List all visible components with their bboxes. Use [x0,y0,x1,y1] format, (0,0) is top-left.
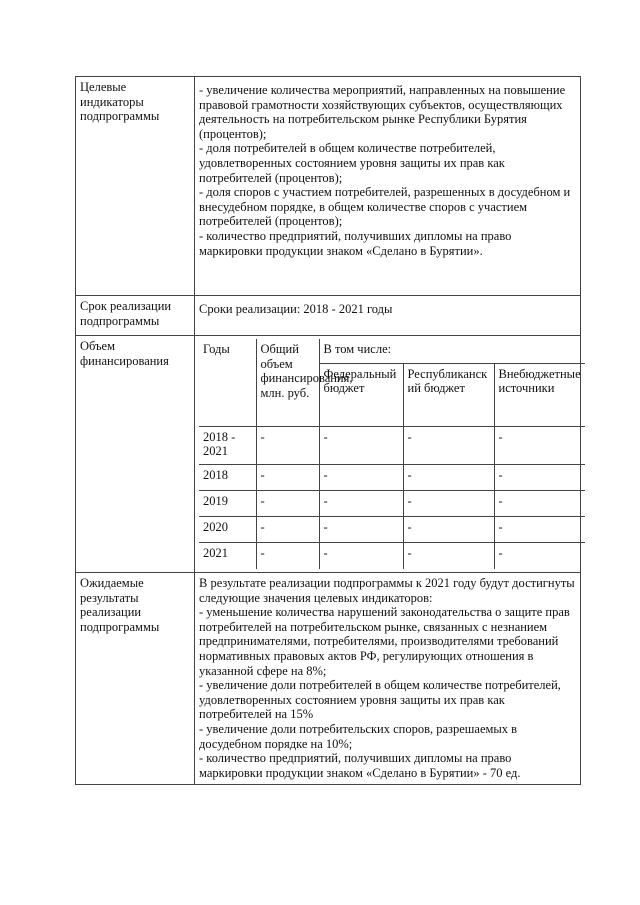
year-cell: 2018 [199,464,256,490]
offbudget-cell: - [494,464,585,490]
indicators-label: Целевые индикаторы подпрограммы [76,77,195,296]
col-years-header: Годы [199,339,256,426]
subprogram-passport-table [75,76,581,785]
indicators-row [76,77,581,296]
financing-data-row [199,426,585,464]
term-label: Срок реализации подпрограммы [76,296,195,336]
republic-cell: - [403,490,494,516]
year-cell: 2020 [199,516,256,542]
financing-header-row [199,339,585,363]
financing-data-row [199,516,585,542]
financing-cell [195,336,581,573]
col-republic-header: Республиканский бюджет [403,363,494,426]
col-including-header: В том числе: [319,339,585,363]
federal-cell: - [319,516,403,542]
federal-cell: - [319,490,403,516]
offbudget-cell: - [498,545,503,560]
year-cell: 2021 [199,542,256,569]
offbudget-cell: - [494,426,585,464]
total-cell: - [256,542,319,569]
financing-table [199,339,585,569]
republic-cell: - [403,464,494,490]
offbudget-cell: - [494,490,585,516]
financing-data-row [199,542,585,569]
financing-label: Объем финансирования [76,336,195,573]
term-row [76,296,581,336]
republic-cell: - [403,426,494,464]
year-cell: 2018 - 2021 [199,426,256,464]
total-cell: - [256,516,319,542]
total-cell: - [256,464,319,490]
indicators-text: - увеличение количества мероприятий, направленных на повышение правовой грамотности хозяйствующих субъектов, осуществляющих деятельность на потребительском рынке Республики Бурятия (процентов); - доля потребителей в общем количестве потребителей, удовлетворенных состоянием уровня защиты их прав как потребителей (процентов); - доля споров с участием потребителей, разрешенных в досудебном и внесудебном порядке, в общем количестве споров с участием потребителей (процентов); - количество предприятий, получивших дипломы на право маркировки продукции знаком «Сделано в Бурятии». [195,77,581,296]
col-total-header: Общий объем финансирования, млн. руб. [256,339,319,426]
financing-row [76,336,581,573]
total-cell: - [256,490,319,516]
financing-data-row [199,490,585,516]
term-text: Сроки реализации: 2018 - 2021 годы [195,296,581,336]
financing-data-row [199,464,585,490]
total-cell: - [256,426,319,464]
col-federal-header: Федеральный бюджет [319,363,403,426]
federal-cell: - [319,464,403,490]
results-label: Ожидаемые результаты реализации подпрограммы [76,573,195,785]
republic-cell: - [403,516,494,542]
republic-cell: - [403,542,494,569]
col-offbudget-header: Внебюджетные источники [494,363,585,426]
results-row [76,573,581,785]
year-cell: 2019 [199,490,256,516]
offbudget-cell: - [494,516,585,542]
federal-cell: - [319,426,403,464]
results-text: В результате реализации подпрограммы к 2021 году будут достигнуты следующие значения целевых индикаторов: - уменьшение количества нарушений законодательства о защите прав потребителей на потребительском рынке, связанных с незнанием предпринимателями, потребителями, производителями требований нормативных правовых актов РФ, регулирующих отношения в указанной сфере на 8%; - увеличение доли потребителей в общем количестве потребителей, удовлетворенных состоянием уровня защиты их прав как потребителей на 15% - увеличение доли потребительских споров, разрешаемых в досудебном порядке на 10%; - количество предприятий, получивших дипломы на право маркировки продукции знаком «Сделано в Бурятии» - 70 ед. [195,573,581,785]
federal-cell: - [319,542,403,569]
